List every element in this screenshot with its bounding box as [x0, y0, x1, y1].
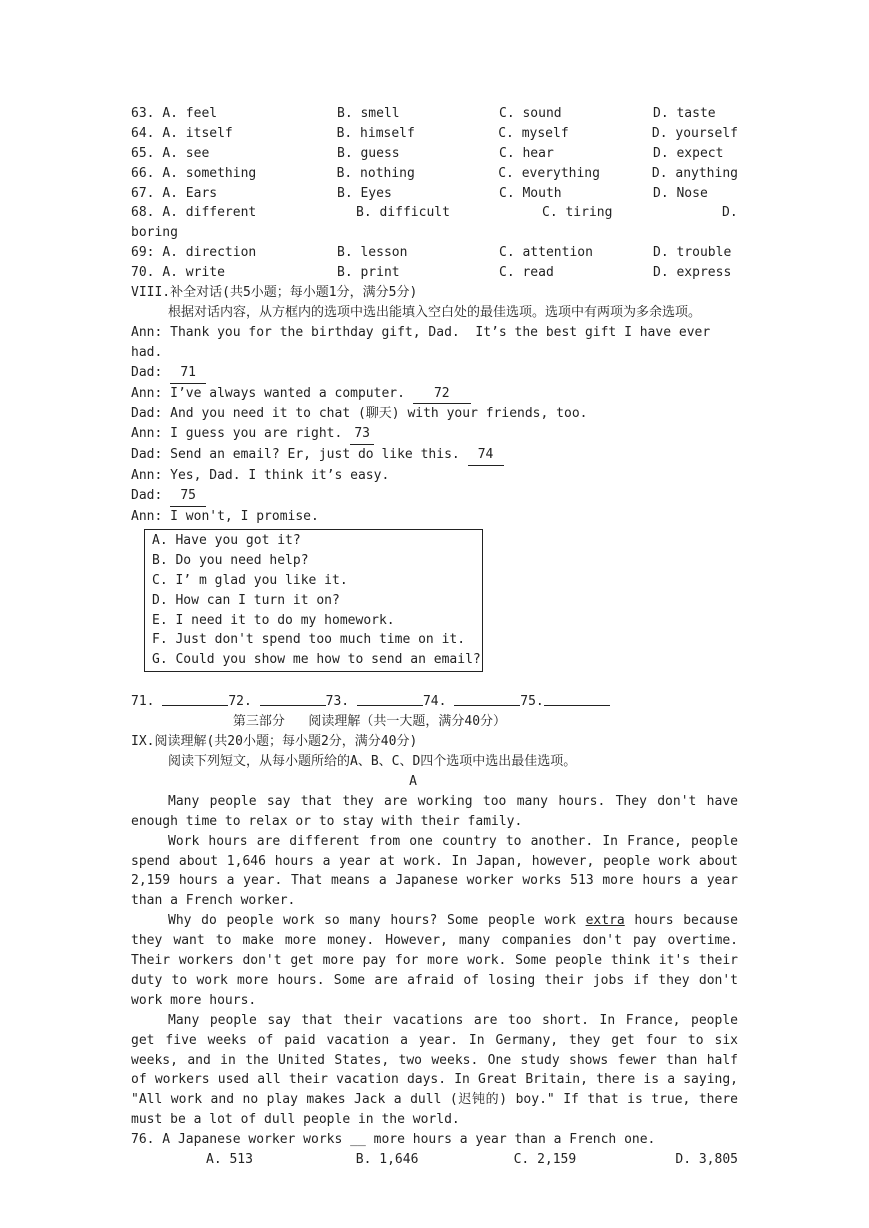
- blank-72[interactable]: 72: [413, 384, 471, 405]
- option-a: A. direction: [162, 245, 257, 261]
- question-number: 66.: [131, 165, 155, 181]
- option-item: G. Could you show me how to send an email?: [152, 652, 481, 668]
- answer-field-73[interactable]: [357, 692, 423, 706]
- dialogue-line: Dad: And you need it to chat (聊天) with your friends, too.: [131, 406, 588, 422]
- blank-74[interactable]: 74: [468, 445, 504, 466]
- answer-label-75: 75.: [520, 694, 544, 710]
- cloze-row-66: [131, 164, 738, 184]
- speaker-text: Ann: I guess you are right.: [131, 426, 351, 442]
- dialogue-line: [131, 363, 738, 384]
- option-b: B. himself: [336, 125, 415, 141]
- option-a: A. itself: [162, 125, 233, 141]
- option-c: C. everything: [498, 165, 600, 181]
- option-item: A. Have you got it?: [152, 532, 301, 548]
- option-b: B. 1,646: [355, 1152, 419, 1168]
- cloze-row-70: [131, 263, 738, 283]
- option-b: B. print: [337, 265, 400, 281]
- option-d: D. Nose: [653, 185, 708, 201]
- option-d: D.: [722, 205, 738, 221]
- answer-field-75[interactable]: [544, 692, 610, 706]
- option-b: B. guess: [337, 145, 400, 161]
- option-c: C. Mouth: [499, 185, 562, 201]
- cloze-row-64: [131, 124, 738, 144]
- question-number: 68.: [131, 205, 155, 221]
- section-8-title: VIII.补全对话(共5小题；每小题1分，满分5分): [131, 285, 418, 301]
- option-d: D. anything: [651, 165, 738, 181]
- speaker-text: Dad: Send an email? Er, just do like this.: [131, 447, 468, 463]
- option-c: C. myself: [498, 125, 569, 141]
- answer-field-74[interactable]: [454, 692, 520, 706]
- option-d: D. yourself: [651, 125, 738, 141]
- question-76-options: [131, 1150, 738, 1170]
- cloze-row-63: [131, 104, 738, 124]
- option-d: D. 3,805: [675, 1152, 738, 1168]
- paragraph-text: hours because they want to make more money. However, many companies don't pay overtime. Their workers don't get more pay for more work. Some people think it's their duty to work more hours. Some are afraid of losing their jobs if they don't work more hours.: [131, 913, 746, 1008]
- answer-field-71[interactable]: [162, 692, 228, 706]
- dialogue-line: Ann: Yes, Dad. I think it’s easy.: [131, 468, 390, 484]
- answer-label-72: 72.: [228, 694, 260, 710]
- answer-field-72[interactable]: [260, 692, 326, 706]
- speaker-text: Ann: I’ve always wanted a computer.: [131, 385, 413, 401]
- option-a: A. 513: [206, 1152, 253, 1168]
- option-c: C. hear: [499, 145, 554, 161]
- question-number: 70.: [131, 265, 155, 281]
- answer-label-74: 74.: [422, 694, 455, 710]
- dialogue-line: [131, 445, 738, 466]
- option-item: E. I need it to do my homework.: [152, 612, 395, 628]
- answer-label-71: 71.: [131, 694, 163, 710]
- section-9-instruction: 阅读下列短文，从每小题所给的A、B、C、D四个选项中选出最佳选项。: [168, 753, 577, 769]
- option-b: B. nothing: [336, 165, 415, 181]
- passage-label: A: [409, 773, 417, 789]
- dialogue-line: [131, 384, 738, 405]
- option-a: A. something: [162, 165, 257, 181]
- underlined-word: extra: [585, 913, 625, 929]
- passage-paragraph: Many people say that their vacations are too short. In France, people get five weeks of paid vacation a year. In Germany, they get four to six weeks, and in the United States, two weeks. One study shows fewer than half of workers used all their vacation days. In Great Britain, there is a saying, "All work and no play makes Jack a dull (迟钝的) boy." If that is true, there must be a lot of dull people in the world.: [131, 1012, 746, 1128]
- option-c: C. 2,159: [513, 1152, 577, 1168]
- cloze-row-65: [131, 144, 738, 164]
- blank-75[interactable]: 75: [170, 486, 206, 507]
- answer-lines: [131, 692, 738, 712]
- option-item: D. How can I turn it on?: [152, 592, 340, 608]
- part-3-title: 第三部分 阅读理解（共一大题，满分40分）: [232, 714, 507, 730]
- option-d: D. trouble: [653, 245, 732, 261]
- exam-page: [131, 104, 746, 1170]
- blank-73[interactable]: 73: [350, 424, 374, 445]
- option-item: F. Just don't spend too much time on it.: [152, 632, 466, 648]
- option-c: C. sound: [499, 106, 562, 121]
- options-box: [144, 529, 483, 672]
- reading-passage: [131, 792, 746, 1130]
- option-c: C. tiring: [542, 205, 613, 221]
- dialogue-line: [131, 424, 738, 445]
- option-a: A. write: [162, 265, 225, 281]
- option-a: A. see: [162, 145, 210, 161]
- question-number: 69:: [131, 245, 155, 261]
- cloze-options: [131, 104, 738, 283]
- option-b: B. Eyes: [337, 185, 392, 201]
- dialogue: [131, 323, 738, 527]
- option-d-continued: boring: [131, 225, 178, 241]
- paragraph-text: Why do people work so many hours? Some people work: [168, 913, 586, 929]
- blank-71[interactable]: 71: [170, 363, 206, 384]
- dialogue-line: Ann: Thank you for the birthday gift, Dad. It’s the best gift I have ever had.: [131, 324, 719, 360]
- speaker-text: Dad:: [131, 488, 171, 504]
- question-number: 63.: [131, 106, 155, 121]
- dialogue-line: [131, 486, 738, 507]
- option-b: B. smell: [337, 106, 400, 121]
- option-a: A. different: [162, 205, 257, 221]
- option-item: C. I’ m glad you like it.: [152, 572, 348, 588]
- cloze-row-69: [131, 243, 738, 263]
- passage-paragraph: [131, 911, 746, 1011]
- option-d: D. taste: [653, 106, 716, 121]
- answer-label-73: 73.: [325, 694, 357, 710]
- question-number: 64.: [131, 125, 155, 141]
- option-item: B. Do you need help?: [152, 552, 309, 568]
- option-d: D. express: [653, 265, 732, 281]
- dialogue-line: Ann: I won't, I promise.: [131, 509, 319, 524]
- option-c: C. attention: [499, 245, 593, 261]
- passage-paragraph: Many people say that they are working too many hours. They don't have enough time to relax or to stay with their family.: [131, 793, 746, 829]
- option-d: D. expect: [653, 145, 724, 161]
- speaker-text: Dad:: [131, 364, 171, 380]
- section-8-instruction: 根据对话内容，从方框内的选项中选出能填入空白处的最佳选项。选项中有两项为多余选项。: [168, 304, 702, 320]
- passage-paragraph: Work hours are different from one country to another. In France, people spend about 1,646 hours a year at work. In Japan, however, people work about 2,159 hours a year. That means a Japanese worker works 513 more hours a year than a French worker.: [131, 833, 746, 909]
- option-c: C. read: [499, 265, 554, 281]
- option-b: B. difficult: [356, 205, 450, 221]
- option-b: B. lesson: [337, 245, 408, 261]
- question-number: 67.: [131, 185, 155, 201]
- cloze-row-67: [131, 184, 738, 204]
- question-number: 65.: [131, 145, 155, 161]
- question-76-stem: 76. A Japanese worker works __ more hours a year than a French one.: [131, 1132, 656, 1148]
- cloze-row-68: [131, 203, 738, 223]
- option-a: A. feel: [162, 106, 218, 121]
- option-a: A. Ears: [162, 185, 218, 201]
- section-9-title: IX.阅读理解(共20小题；每小题2分，满分40分): [131, 734, 418, 750]
